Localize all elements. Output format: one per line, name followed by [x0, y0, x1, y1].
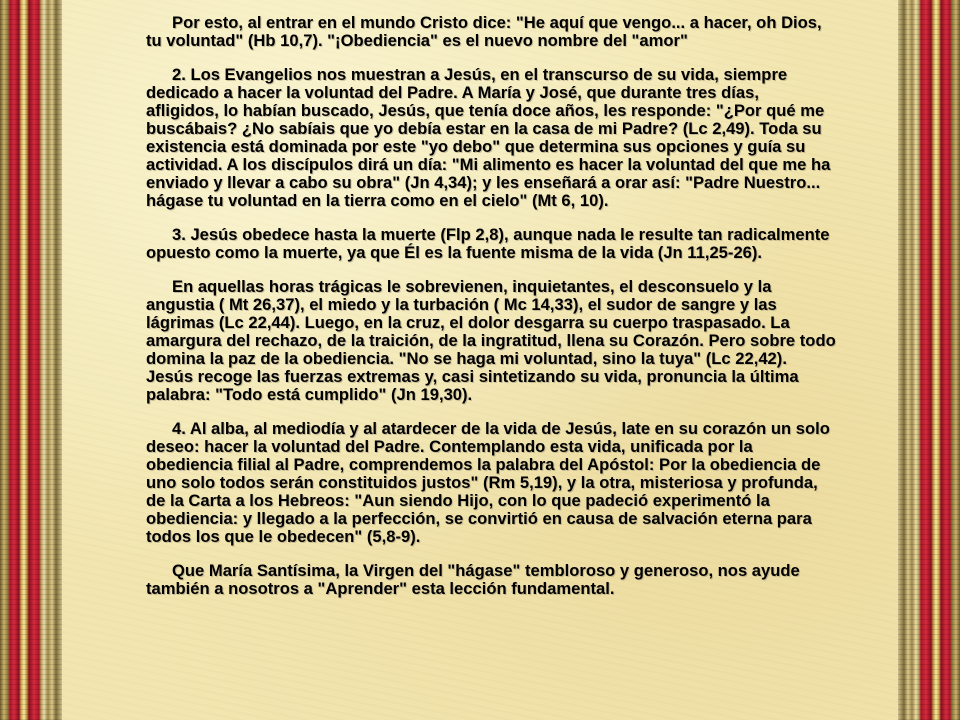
right-decorative-border: [898, 0, 960, 720]
paragraph-3: 3. Jesús obedece hasta la muerte (Flp 2,8), aunque nada le resulte tan radicalmente opuesto como la muerte, ya que Él es la fuente misma de la vida (Jn 11,25-26).: [146, 225, 830, 262]
paragraph-passion: En aquellas horas trágicas le sobrevienen, inquietantes, el desconsuelo y la angustia ( Mt 26,37), el miedo y la turbación ( Mc 14,33), el sudor de sangre y las lágrimas (Lc 22,44). Luego, en la cruz, el dolor desgarra su cuerpo traspasado. La amargura del rechazo, de la traición, de la ingratitud, llena su Corazón. Pero sobre todo domina la paz de la obediencia. "No se haga mi voluntad, sino la tuya" (Lc 22,42). Jesús recoge las fuerzas extremas y, casi sintetizando su vida, pronuncia la última palabra: "Todo está cumplido" (Jn 19,30).: [146, 277, 836, 404]
paragraph-intro: Por esto, al entrar en el mundo Cristo dice: "He aquí que vengo... a hacer, oh Dios, tu voluntad" (Hb 10,7). "¡Obediencia" es el nuevo nombre del "amor": [146, 13, 822, 50]
left-decorative-border: [0, 0, 62, 720]
document-body: [146, 14, 836, 614]
paragraph-4: 4. Al alba, al mediodía y al atardecer de la vida de Jesús, late en su corazón un solo deseo: hacer la voluntad del Padre. Contemplando esta vida, unificada por la obediencia filial al Padre, comprendemos la palabra del Apóstol: Por la obediencia de uno solo todos serán constituidos justos" (Rm 5,19), y la otra, misteriosa y profunda, de la Carta a los Hebreos: "Aun siendo Hijo, con lo que padeció experimentó la obediencia: y llegado a la perfección, se convirtió en causa de salvación eterna para todos los que le obedecen" (5,8-9).: [146, 419, 830, 546]
paragraph-2: 2. Los Evangelios nos muestran a Jesús, en el transcurso de su vida, siempre dedicado a hacer la voluntad del Padre. A María y José, que durante tres días, afligidos, lo habían buscado, Jesús, que tenía doce años, les responde: "¿Por qué me buscábais? ¿No sabíais que yo debía estar en la casa de mi Padre? (Lc 2,49). Toda su existencia está dominada por este "yo debo" que determina sus opciones y guía su actividad. A los discípulos dirá un día: "Mi alimento es hacer la voluntad del que me ha enviado y llevar a cabo su obra" (Jn 4,34); y les enseñará a orar así: "Padre Nuestro... hágase tu voluntad en la tierra como en el cielo" (Mt 6, 10).: [146, 65, 831, 210]
paragraph-closing: Que María Santísima, la Virgen del "hágase" tembloroso y generoso, nos ayude también a nosotros a "Aprender" esta lección fundamental.: [146, 561, 800, 598]
